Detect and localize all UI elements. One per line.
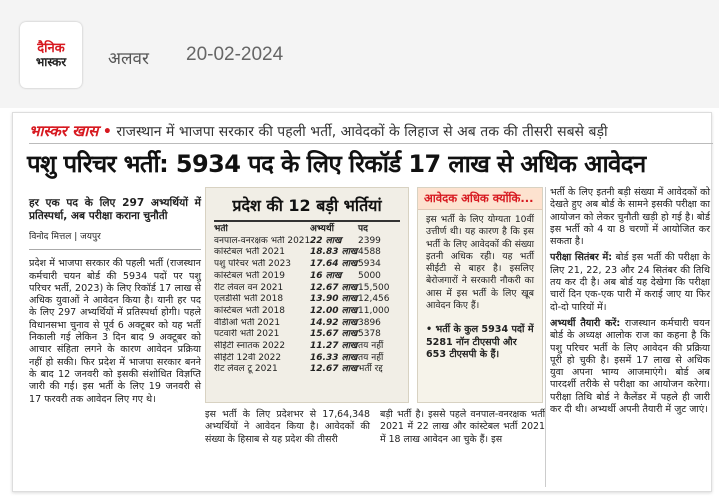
table-body bbox=[214, 236, 400, 376]
kicker-bullet: • bbox=[102, 124, 112, 140]
table-cell: पटवारी भर्ती 2021 bbox=[214, 329, 280, 340]
table-header-cell: अभ्यर्थी bbox=[310, 224, 334, 234]
table-cell: 15,500 bbox=[358, 282, 390, 293]
byline: विनोद मित्तल | जयपुर bbox=[29, 232, 101, 242]
table-row bbox=[214, 364, 400, 376]
column-4-para-1: भर्ती के लिए इतनी बड़ी संख्या में आवेदकों को देखते हुए अब बोर्ड के सामने इसकी परीक्षा का आयोजन को लेकर चुनौती खड़ी हो गई है। बोर्ड इस भर्ती को 4 या 8 चरणों में आयोजित कर सकता है। bbox=[550, 187, 710, 248]
table-cell: 15.67 लाख bbox=[310, 329, 358, 340]
newspaper-clipping bbox=[12, 112, 712, 492]
table-cell: 16.33 लाख bbox=[310, 352, 358, 363]
column-4 bbox=[550, 187, 710, 420]
table-cell: 12.00 लाख bbox=[310, 305, 358, 316]
table-cell: भर्ती रद्द bbox=[358, 364, 383, 375]
table-row bbox=[214, 259, 400, 271]
bottom-right-text: बड़ी भर्ती है। इससे पहले वनपाल-वनरक्षक भर्ती 2021 में 22 लाख और कांस्टेबल भर्ती 2021 में 18 लाख आवेदन आ चुके हैं। इस bbox=[380, 409, 545, 445]
kicker-divider bbox=[29, 143, 713, 144]
table-cell: 16 लाख bbox=[310, 270, 342, 281]
bottom-left-text: इस भर्ती के लिए प्रदेशभर से 17,64,348 अभ्यर्थियों ने आवेदन किया है। आवेदकों की संख्या के हिसाब से यह प्रदेश की तीसरी bbox=[205, 409, 370, 445]
table-cell: 17.64 लाख bbox=[310, 259, 358, 270]
table-header-row bbox=[214, 224, 400, 236]
table-row bbox=[214, 306, 400, 318]
table-cell: सीईटी स्नातक 2022 bbox=[214, 341, 286, 352]
table-header-cell: पद bbox=[358, 224, 368, 234]
kicker-brand: भास्कर खास bbox=[29, 122, 99, 140]
table-cell: रीट लेवल वन 2021 bbox=[214, 282, 284, 293]
table-cell: 11.27 लाख bbox=[310, 341, 358, 352]
table-cell: सीईटी 12वीं 2022 bbox=[214, 352, 282, 363]
logo-line2: भास्कर bbox=[35, 54, 67, 69]
table-cell: 5000 bbox=[358, 270, 381, 281]
table-cell: 11,000 bbox=[358, 305, 390, 316]
box-body: इस भर्ती के लिए योग्यता 10वीं उत्तीर्ण थी। यह कारण है कि इस भर्ती के लिए आवेदकों की संख्या इतनी अधिक रही। यह भर्ती सीईटी से बाहर है। इसलिए बेरोजगारों ने सरकारी नौकरी का आस में इस भर्ती के लिए खूब आवेदन किए हैं। bbox=[426, 214, 534, 312]
bottom-text bbox=[205, 409, 545, 446]
table-cell: एलडीसी भर्ती 2018 bbox=[214, 294, 284, 305]
table-cell: 2399 bbox=[358, 235, 381, 246]
table-cell: तय नहीं bbox=[358, 352, 384, 363]
table-cell: 5934 bbox=[358, 259, 381, 270]
headline: पशु परिचर भर्ती: 5934 पद के लिए रिकॉर्ड 17 लाख से अधिक आवेदन bbox=[27, 150, 646, 178]
para-2-lead: परीक्षा सितंबर में: bbox=[550, 252, 613, 264]
edition-date: 20-02-2024 bbox=[186, 44, 284, 65]
table-cell: वनपाल-वनरक्षक भर्ती 2021 bbox=[214, 235, 310, 246]
table-row bbox=[214, 329, 400, 341]
para-3-text: राजस्थान कर्मचारी चयन बोर्ड के अध्यक्ष आलोक राज का कहना है कि पशु परिचर भर्ती के लिए आवेदन की प्रक्रिया पूरी हो चुकी है। इसमें 17 लाख से अधिक युवा अपना भाग्य आजमाएंगे। बोर्ड अब पारदर्शी तरीके से परीक्षा का आयोजन करेगा। परीक्षा तिथि बोर्ड ने कैलेंडर में पहले ही जारी कर दी थी। अभ्यर्थी अपनी तैयारी में जुट जाएं। bbox=[550, 317, 710, 416]
table-row bbox=[214, 271, 400, 283]
table-row bbox=[214, 294, 400, 306]
recruitment-table bbox=[205, 187, 409, 403]
table-cell: कांस्टेबल भर्ती 2021 bbox=[214, 247, 285, 258]
dainik-bhaskar-logo[interactable] bbox=[20, 22, 82, 88]
table-cell: 5378 bbox=[358, 329, 381, 340]
table-cell: 4588 bbox=[358, 247, 381, 258]
column-1-body: प्रदेश में भाजपा सरकार की पहली भर्ती (राजस्थान कर्मचारी चयन बोर्ड की 5934 पदों पर पशु परिचर भर्ती, 2023) के लिए रिकॉर्ड 17 लाख से अधिक युवाओं ने आवेदन किया है। यानी हर पद के लिए 297 अभ्यर्थियों में प्रतिस्पर्धा होगी। पहले विधानसभा चुनाव से पूर्व 6 अक्टूबर को यह भर्ती निकाली गई लेकिन 3 दिन बाद 9 अक्टूबर को आचार संहिता लगने के कारण आवेदन प्रक्रिया नहीं हो सकी। फिर प्रदेश में भाजपा सरकार बनने के बाद 12 जनवरी को इसकी संशोधित विज्ञप्ति जारी की गई। इस भर्ती के लिए 19 जनवरी से 17 फरवरी तक आवेदन लिए गए थे। bbox=[29, 258, 201, 405]
table-cell: कांस्टेबल भर्ती 2018 bbox=[214, 305, 285, 316]
column-1 bbox=[29, 197, 201, 406]
kicker bbox=[29, 121, 719, 141]
table-cell: 18.83 लाख bbox=[310, 247, 358, 258]
logo-line1: दैनिक bbox=[37, 40, 65, 56]
table-cell: वीडीओ भर्ती 2021 bbox=[214, 317, 281, 328]
table-cell: 12.67 लाख bbox=[310, 282, 358, 293]
table-cell: 22 लाख bbox=[310, 235, 342, 246]
table-row bbox=[214, 283, 400, 295]
column-4-para-2 bbox=[550, 252, 710, 313]
table-cell: 3896 bbox=[358, 317, 381, 328]
table-row bbox=[214, 318, 400, 330]
box-bullet: • भर्ती के कुल 5934 पदों में 5281 नॉन टीएसपी और 653 टीएसपी के हैं। bbox=[426, 324, 534, 360]
box-title: आवेदक अधिक क्योंकि... bbox=[418, 188, 542, 210]
table-cell: 12.67 लाख bbox=[310, 364, 358, 375]
table-cell: कांस्टेबल भर्ती 2019 bbox=[214, 270, 285, 281]
table-cell: तय नहीं bbox=[358, 341, 384, 352]
why-more-applicants-box bbox=[417, 187, 543, 403]
table-row bbox=[214, 353, 400, 365]
table-cell: रीट लेवल टू 2021 bbox=[214, 364, 278, 375]
subheadline: हर एक पद के लिए 297 अभ्यर्थियों में प्रतिस्पर्धा, अब परीक्षा कराना चुनौती bbox=[29, 197, 201, 222]
column-4-para-3 bbox=[550, 318, 710, 416]
table-row bbox=[214, 341, 400, 353]
table-title: प्रदेश की 12 बड़ी भर्तियां bbox=[232, 196, 382, 215]
table-row bbox=[214, 236, 400, 248]
para-2-text: बोर्ड इस भर्ती की परीक्षा के लिए 21, 22, 23 और 24 सितंबर की तिथि तय कर दी है। अब बोर्ड यह देखेगा कि परीक्षा चारों दिन एक-एक पारी में कराई जाए या फिर दो-दो पारियों में। bbox=[550, 252, 710, 313]
table-cell: 14.92 लाख bbox=[310, 317, 358, 328]
table-cell: 13.90 लाख bbox=[310, 294, 358, 305]
table-header-cell: भर्ती bbox=[214, 224, 228, 234]
column-divider bbox=[545, 187, 546, 487]
byline-divider bbox=[29, 249, 201, 250]
table-rule bbox=[214, 220, 400, 222]
page-header bbox=[0, 0, 719, 108]
edition-city: अलवर bbox=[108, 49, 149, 69]
kicker-text: राजस्थान में भाजपा सरकार की पहली भर्ती, आवेदकों के लिहाज से अब तक की तीसरी सबसे बड़ी bbox=[116, 124, 608, 140]
table-cell: पशु परिचर भर्ती 2023 bbox=[214, 259, 292, 270]
table-cell: 12,456 bbox=[358, 294, 390, 305]
table-row bbox=[214, 247, 400, 259]
para-3-lead: अभ्यर्थी तैयारी करें: bbox=[550, 317, 621, 329]
